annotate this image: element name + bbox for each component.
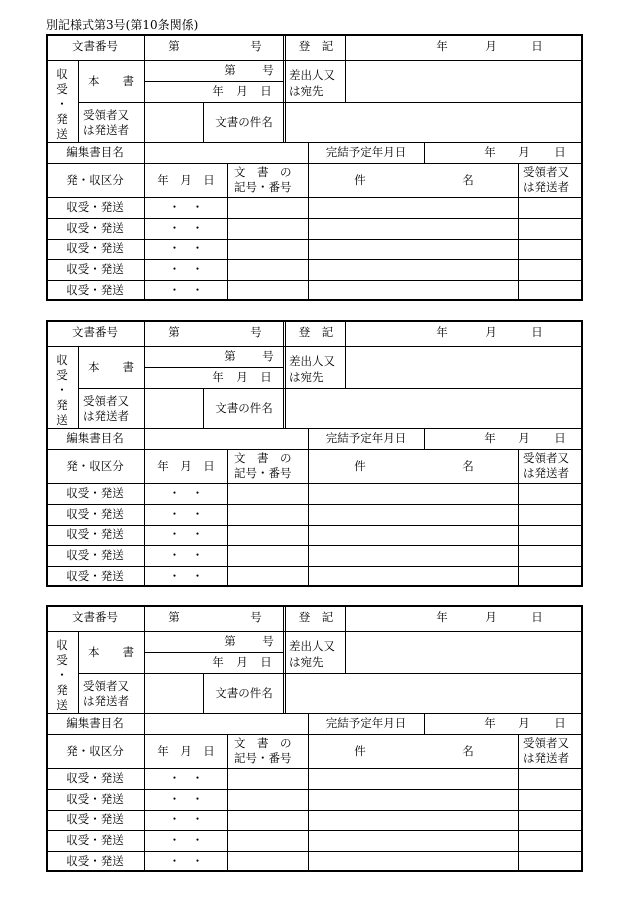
completion-year-label: 年	[484, 431, 496, 445]
docmark-header: 文 書 の 記号・番号	[234, 165, 292, 194]
touki-day-label: 日	[531, 610, 543, 624]
honsho-month-label: 月	[236, 84, 248, 98]
row-date-dots: ・ ・	[168, 221, 204, 235]
row-category: 収受・発送	[66, 507, 124, 521]
dai-label: 第	[168, 39, 180, 53]
touki-label: 登 記	[298, 610, 334, 624]
completion-month-label: 月	[518, 431, 530, 445]
dai-label: 第	[168, 610, 180, 624]
touki-year-label: 年	[436, 39, 448, 53]
row-date-dots: ・ ・	[168, 548, 204, 562]
go-label: 号	[250, 610, 262, 624]
row-date-dots: ・ ・	[168, 507, 204, 521]
receiver-header: 受領者又 は発送者	[523, 451, 569, 480]
register-form-1	[46, 34, 583, 301]
receiver-header: 受領者又 は発送者	[523, 736, 569, 765]
register-form-3	[46, 605, 583, 872]
completion-year-label: 年	[484, 716, 496, 730]
mei-header: 名	[462, 173, 474, 187]
completion-date-label: 完結予定年月日	[325, 431, 407, 445]
shuju-label: 収 受 ・ 発 送	[56, 67, 68, 141]
honsho-year-label: 年	[212, 655, 224, 669]
row-category: 収受・発送	[66, 486, 124, 500]
category-header: 発・収区分	[66, 173, 124, 187]
row-date-dots: ・ ・	[168, 241, 204, 255]
row-category: 収受・発送	[66, 221, 124, 235]
touki-month-label: 月	[485, 325, 497, 339]
row-date-dots: ・ ・	[168, 569, 204, 583]
mei-header: 名	[462, 459, 474, 473]
honsho-month-label: 月	[236, 655, 248, 669]
date-header: 年 月 日	[157, 173, 215, 187]
ken-header: 件	[354, 173, 366, 187]
honsho-label: 本 書	[88, 74, 134, 88]
honsho-dai-label: 第	[224, 63, 236, 77]
row-date-dots: ・ ・	[168, 854, 204, 868]
honsho-dai-label: 第	[224, 634, 236, 648]
completion-month-label: 月	[518, 145, 530, 159]
honsho-day-label: 日	[260, 84, 272, 98]
honsho-month-label: 月	[236, 370, 248, 384]
doc-number-label: 文書番号	[72, 325, 118, 339]
go-label: 号	[250, 39, 262, 53]
touki-month-label: 月	[485, 610, 497, 624]
subject-label: 文書の件名	[215, 686, 273, 700]
row-category: 収受・発送	[66, 262, 124, 276]
form-title: 別記様式第3号(第10条関係)	[46, 18, 199, 32]
mei-header: 名	[462, 744, 474, 758]
sender-label: 差出人又 は宛先	[289, 354, 335, 384]
touki-day-label: 日	[531, 39, 543, 53]
doc-number-label: 文書番号	[72, 610, 118, 624]
row-date-dots: ・ ・	[168, 833, 204, 847]
touki-year-label: 年	[436, 610, 448, 624]
row-category: 収受・発送	[66, 792, 124, 806]
ken-header: 件	[354, 744, 366, 758]
sender-label: 差出人又 は宛先	[289, 639, 335, 669]
ken-header: 件	[354, 459, 366, 473]
docmark-header: 文 書 の 記号・番号	[234, 451, 292, 480]
row-date-dots: ・ ・	[168, 262, 204, 276]
completion-month-label: 月	[518, 716, 530, 730]
honsho-go-label: 号	[262, 634, 274, 648]
subject-label: 文書の件名	[215, 115, 273, 129]
receiver-header: 受領者又 は発送者	[523, 165, 569, 194]
touki-day-label: 日	[531, 325, 543, 339]
row-category: 収受・発送	[66, 812, 124, 826]
edit-book-label: 編集書目名	[66, 431, 124, 445]
category-header: 発・収区分	[66, 459, 124, 473]
honsho-day-label: 日	[260, 655, 272, 669]
honsho-label: 本 書	[88, 360, 134, 374]
edit-book-label: 編集書目名	[66, 145, 124, 159]
honsho-go-label: 号	[262, 349, 274, 363]
row-category: 収受・発送	[66, 200, 124, 214]
completion-date-label: 完結予定年月日	[325, 145, 407, 159]
docmark-header: 文 書 の 記号・番号	[234, 736, 292, 765]
honsho-year-label: 年	[212, 84, 224, 98]
dai-label: 第	[168, 325, 180, 339]
register-form-2	[46, 320, 583, 587]
receiver-label: 受領者又 は発送者	[83, 108, 129, 137]
row-date-dots: ・ ・	[168, 812, 204, 826]
touki-label: 登 記	[298, 325, 334, 339]
completion-date-label: 完結予定年月日	[325, 716, 407, 730]
row-category: 収受・発送	[66, 241, 124, 255]
honsho-dai-label: 第	[224, 349, 236, 363]
completion-day-label: 日	[554, 145, 566, 159]
touki-label: 登 記	[298, 39, 334, 53]
honsho-day-label: 日	[260, 370, 272, 384]
edit-book-label: 編集書目名	[66, 716, 124, 730]
honsho-go-label: 号	[262, 63, 274, 77]
date-header: 年 月 日	[157, 744, 215, 758]
shuju-label: 収 受 ・ 発 送	[56, 353, 68, 427]
honsho-label: 本 書	[88, 645, 134, 659]
honsho-year-label: 年	[212, 370, 224, 384]
completion-day-label: 日	[554, 431, 566, 445]
row-category: 収受・発送	[66, 527, 124, 541]
category-header: 発・収区分	[66, 744, 124, 758]
row-category: 収受・発送	[66, 569, 124, 583]
row-category: 収受・発送	[66, 771, 124, 785]
row-date-dots: ・ ・	[168, 527, 204, 541]
touki-month-label: 月	[485, 39, 497, 53]
doc-number-label: 文書番号	[72, 39, 118, 53]
completion-year-label: 年	[484, 145, 496, 159]
row-category: 収受・発送	[66, 854, 124, 868]
row-category: 収受・発送	[66, 283, 124, 297]
row-date-dots: ・ ・	[168, 283, 204, 297]
touki-year-label: 年	[436, 325, 448, 339]
receiver-label: 受領者又 は発送者	[83, 394, 129, 423]
row-category: 収受・発送	[66, 833, 124, 847]
receiver-label: 受領者又 は発送者	[83, 679, 129, 708]
sender-label: 差出人又 は宛先	[289, 68, 335, 98]
row-category: 収受・発送	[66, 548, 124, 562]
go-label: 号	[250, 325, 262, 339]
row-date-dots: ・ ・	[168, 200, 204, 214]
completion-day-label: 日	[554, 716, 566, 730]
subject-label: 文書の件名	[215, 401, 273, 415]
row-date-dots: ・ ・	[168, 792, 204, 806]
shuju-label: 収 受 ・ 発 送	[56, 638, 68, 712]
date-header: 年 月 日	[157, 459, 215, 473]
row-date-dots: ・ ・	[168, 771, 204, 785]
row-date-dots: ・ ・	[168, 486, 204, 500]
